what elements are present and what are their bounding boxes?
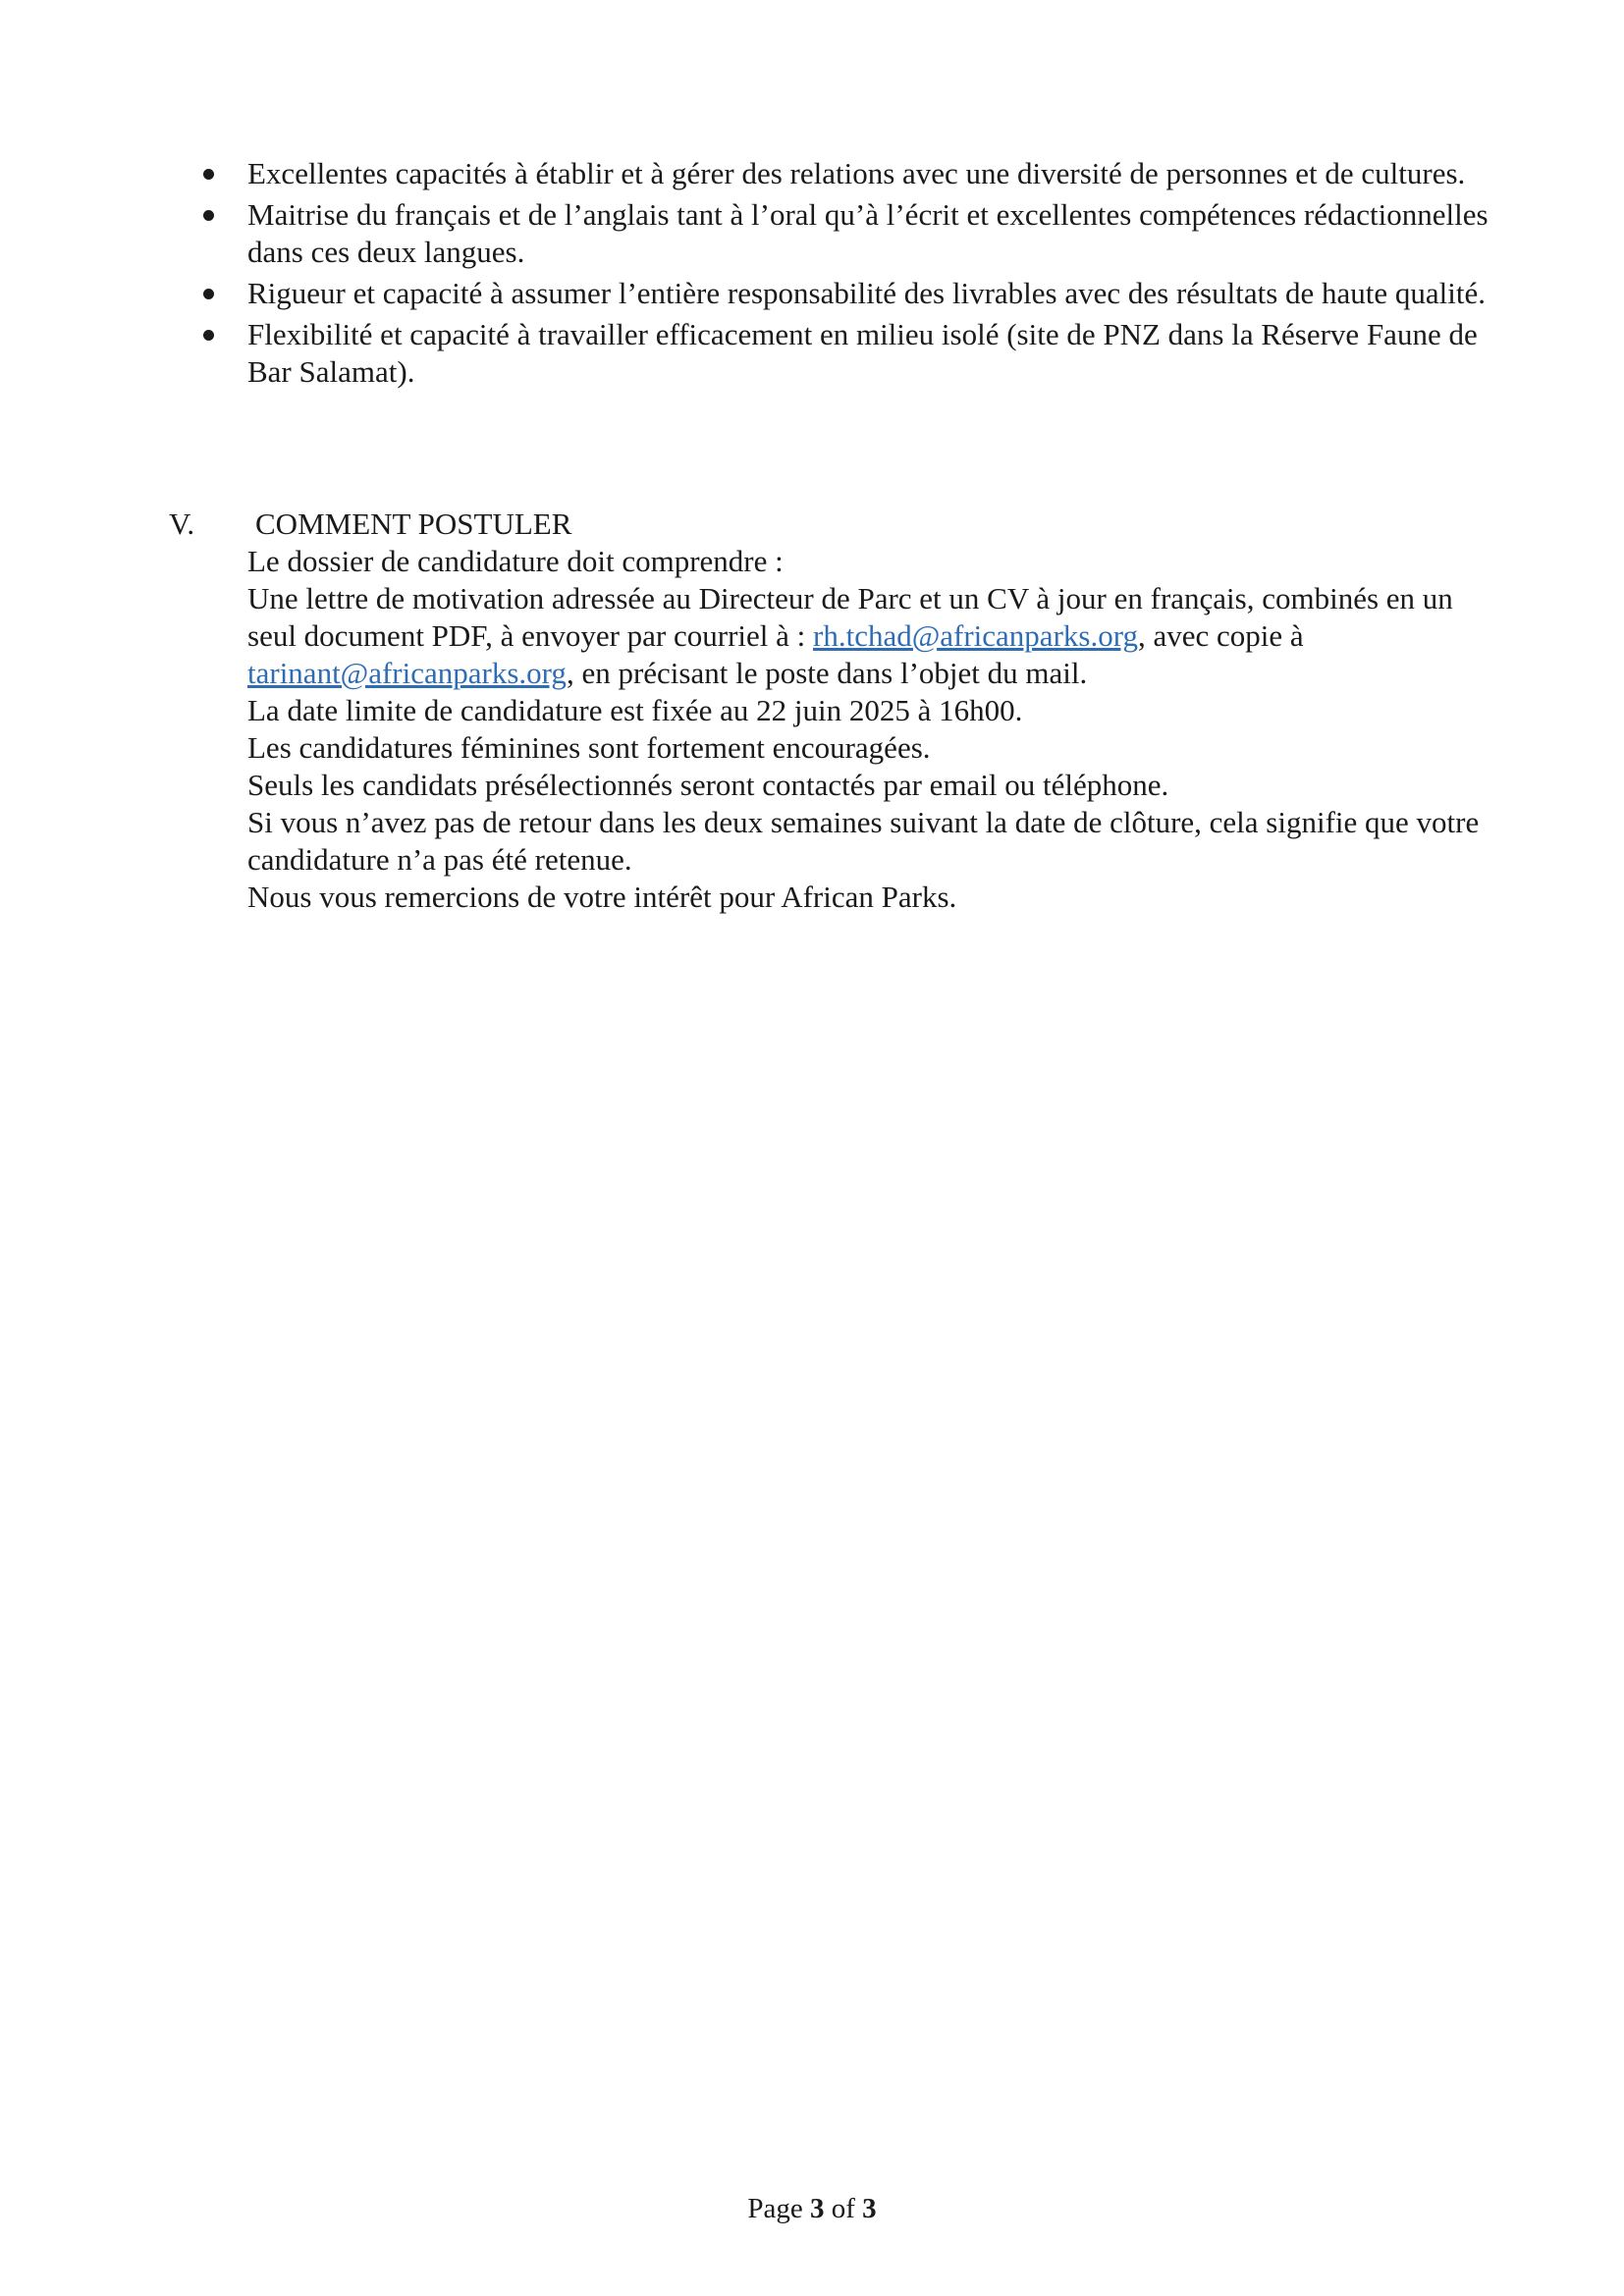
application-intro: Le dossier de candidature doit comprendre : — [247, 544, 784, 578]
section-heading — [169, 506, 1504, 543]
instructions-text-3: , en précisant le poste dans l’objet du mail. — [566, 656, 1088, 690]
section-title: COMMENT POSTULER — [255, 507, 572, 541]
copy-email-link[interactable]: tarinant@africanparks.org — [247, 656, 567, 690]
list-item — [247, 155, 1494, 192]
application-instructions — [247, 580, 1494, 692]
list-item-text: Maitrise du français et de l’anglais tant à l’oral qu’à l’écrit et excellentes compétences rédactionnelles dans ces deux langues. — [247, 197, 1489, 269]
list-item — [247, 316, 1494, 391]
list-item-text: Excellentes capacités à établir et à gérer des relations avec une diversité de personnes et de cultures. — [247, 156, 1466, 190]
bullet-icon — [203, 210, 214, 221]
page-footer — [0, 2191, 1624, 2226]
instructions-text-2: , avec copie à — [1137, 618, 1304, 653]
primary-email-link[interactable]: rh.tchad@africanparks.org — [813, 618, 1138, 653]
page-label: Page — [747, 2193, 803, 2224]
section-number: V. — [169, 507, 195, 541]
total-pages-number: 3 — [862, 2193, 877, 2224]
list-item — [247, 275, 1494, 312]
no-reply-text: Si vous n’avez pas de retour dans les deux semaines suivant la date de clôture, cela signifie que votre candidature n’a pas été retenue. — [247, 805, 1480, 877]
section-body — [247, 543, 1494, 916]
women-encouraged-text: Les candidatures féminines sont fortement encouragées. — [247, 730, 931, 765]
current-page-number: 3 — [809, 2193, 825, 2224]
bullet-icon — [203, 169, 214, 180]
deadline-text: La date limite de candidature est fixée au 22 juin 2025 à 16h00. — [247, 693, 1023, 727]
how-to-apply-section — [169, 506, 1504, 916]
list-item-text: Rigueur et capacité à assumer l’entière responsabilité des livrables avec des résultats de haute qualité. — [247, 276, 1487, 310]
instructions-text-1: Une lettre de motivation adressée au Directeur de Parc et un CV à jour en français, combinés en un seul document PDF, à envoyer par courriel à : — [247, 581, 1453, 653]
bullet-icon — [203, 289, 214, 299]
shortlist-text: Seuls les candidats présélectionnés seront contactés par email ou téléphone. — [247, 768, 1169, 802]
thanks-text: Nous vous remercions de votre intérêt pour African Parks. — [247, 880, 957, 914]
bullet-icon — [203, 330, 214, 341]
qualifications-list — [247, 155, 1494, 395]
list-item — [247, 196, 1494, 271]
list-item-text: Flexibilité et capacité à travailler efficacement en milieu isolé (site de PNZ dans la Réserve Faune de Bar Salamat). — [247, 317, 1478, 389]
of-label: of — [831, 2193, 855, 2224]
